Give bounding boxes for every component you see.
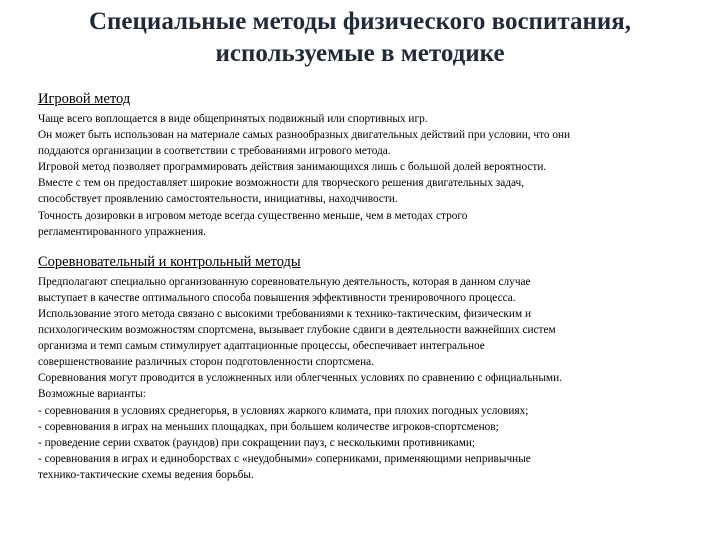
paragraph-line: Использование этого метода связано с высокими требованиями к технико-тактическим, физическим и — [38, 307, 531, 320]
paragraph-line: Точность дозировки в игровом методе всегда существенно меньше, чем в методах строго — [38, 209, 468, 222]
list-item: - соревнования в играх и единоборствах с «неудобными» соперниками, применяющими непривычные — [38, 452, 531, 465]
paragraph-line: поддаются организации в соответствии с требованиями игрового метода. — [38, 145, 391, 158]
paragraph-line: организма и темп самым стимулирует адаптационные процессы, обеспечивает интегральное — [38, 340, 485, 353]
list-item: технико-тактические схемы ведения борьбы. — [38, 468, 254, 481]
list-item: - соревнования в условиях среднегорья, в условиях жаркого климата, при плохих погодных условиях; — [38, 404, 529, 417]
section-competitive-method — [38, 253, 700, 483]
paragraph-line: Вместе с тем он предоставляет широкие возможности для творческого решения двигательных задач, — [38, 177, 525, 190]
paragraph-line: Возможные варианты: — [38, 388, 146, 401]
section-heading-competitive-method: Соревновательный и контрольный методы — [38, 253, 301, 270]
paragraph-line: совершенствование различных сторон подготовленности спортсмена. — [38, 356, 374, 369]
list-item: - проведение серии схваток (раундов) при сокращении пауз, с несколькими противниками; — [38, 436, 476, 449]
paragraph-line: способствует проявлению самостоятельности, инициативы, находчивости. — [38, 193, 398, 206]
paragraph-line: Игровой метод позволяет программировать действия занимающихся лишь с большой долей вероятности. — [38, 161, 547, 174]
section-game-method — [38, 90, 700, 240]
section-heading-game-method: Игровой метод — [38, 91, 131, 107]
paragraph-line: Соревнования могут проводится в усложненных или облегченных условиях по сравнению с официальными. — [38, 372, 562, 385]
paragraph-line: выступает в качестве оптимального способа повышения эффективности тренировочного процесса. — [38, 291, 516, 304]
paragraph-line: психологическим возможностям спортсмена, вызывает глубокие сдвиги в деятельности важнейших систем — [38, 324, 556, 337]
paragraph-line: Предполагают специально организованную соревновательную деятельность, которая в данном случае — [38, 275, 531, 288]
paragraph-line: регламентированного упражнения. — [38, 225, 206, 238]
slide-title-line-2: используемые в методике — [215, 40, 505, 67]
paragraph-line: Чаще всего воплощается в виде общепринятых подвижный или спортивных игр. — [38, 113, 428, 125]
slide-title — [0, 6, 720, 70]
slide-content — [38, 90, 700, 483]
list-item: - соревнования в играх на меньших площадках, при большем количестве игроков-спортсменов; — [38, 420, 499, 433]
slide-title-line-1: Специальные методы физического воспитания, — [88, 8, 632, 35]
paragraph-line: Он может быть использован на материале самых разнообразных двигательных действий при условии, что они — [38, 129, 571, 142]
